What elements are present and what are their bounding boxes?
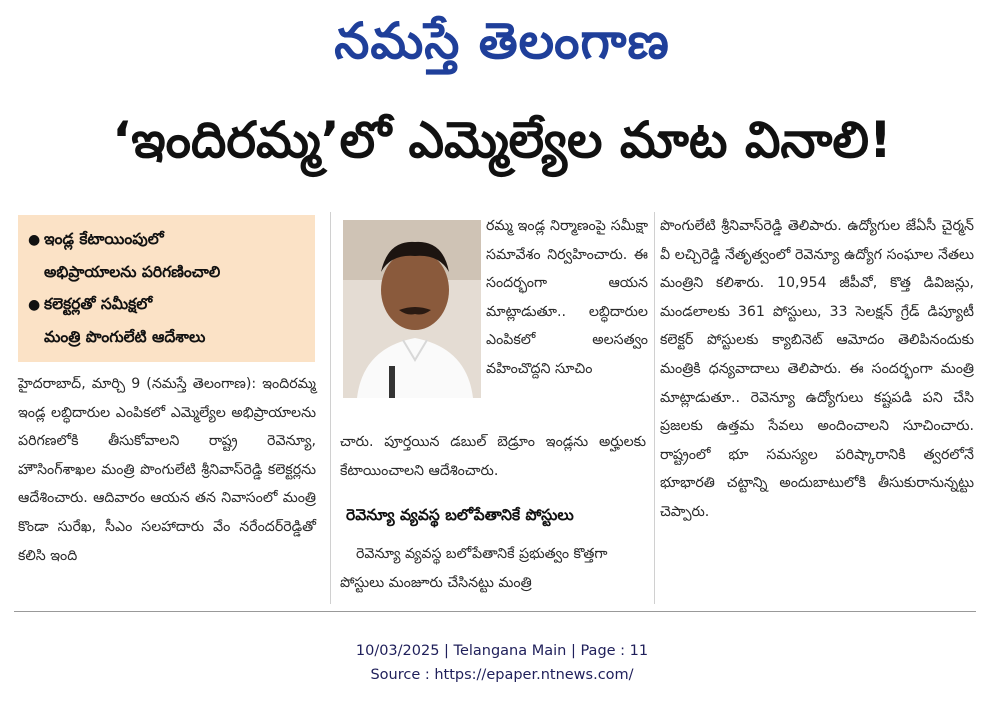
footer-date-line: 10/03/2025 | Telangana Main | Page : 11 [355,643,649,659]
minister-photo [343,220,481,398]
highlight-line: మంత్రి పొంగులేటి ఆదేశాలు [44,328,206,346]
article-column-1 [18,370,316,570]
bullet-icon: ● [28,297,41,313]
article-text: హైదరాబాద్, మార్చి 9 (నమస్తే తెలంగాణ): ఇందిరమ్మ ఇండ్ల లబ్ధిదారుల ఎంపికలో ఎమ్మెల్యేల అభిప్రాయాలను పరిగణలోకి తీసుకోవాలని రాష్ట్ర రెవెన్యూ, హౌసింగ్‌శాఖల మంత్రి పొంగులేటి శ్రీనివాస్‌రెడ్డి కలెక్టర్లను ఆదేశించారు. ఆదివారం ఆయన తన నివాసంలో మంత్రి కొండా సురేఖ, సీఎం సలహాదారు వేం నరేందర్‌రెడ్డితో కలిసి ఇంది [18,376,316,564]
article-text: రమ్మ ఇండ్ల నిర్మాణంపై సమీక్షా సమావేశం నిర్వహించారు. ఈ సందర్భంగా ఆయన మాట్లాడుతూ.. లబ్ధిదారుల ఎంపికలో అలసత్వం వహించొద్దని సూచిం [486,218,648,377]
highlight-item [28,288,309,353]
article-column-3 [660,212,974,527]
highlight-item [28,223,309,288]
highlight-line: ఇండ్ల కేటాయింపులో [44,230,164,248]
footer-divider [14,611,976,612]
highlight-line: కలెక్టర్లతో సమీక్షలో [44,295,153,313]
column-divider [654,212,655,604]
masthead-logo: నమస్తే తెలంగాణ [334,12,670,70]
subheading: రెవెన్యూ వ్యవస్థ బలోపేతానికే పోస్టులు [346,506,574,524]
article-text: పొంగులేటి శ్రీనివాస్‌రెడ్డి తెలిపారు. ఉద్యోగుల జేఏసీ చైర్మన్ వీ లచ్చిరెడ్డి నేతృత్వంలో రెవెన్యూ ఉద్యోగ సంఘాల నేతలు మంత్రిని కలిశారు. 10,954 జీపీవో, కొత్త డివిజన్లు, మండలాలకు 361 పోస్టులు, 33 సెలక్షన్ గ్రేడ్ డిప్యూటీ కలెక్టర్ పోస్టులకు క్యాబినెట్ ఆమోదం తెలిపినందుకు మంత్రికి ధన్యవాదాలు తెలిపారు. ఈ సందర్భంగా మంత్రి మాట్లాడుతూ.. రెవెన్యూ ఉద్యోగులు కష్టపడి పని చేసి ప్రజలకు ఉత్తమ సేవలు అందించాలని సూచించారు. రాష్ట్రంలో భూ సమస్యల పరిష్కారానికి త్వరలోనే భూభారతి చట్టాన్ని అందుబాటులోకి తీసుకురానున్నట్టు చెప్పారు. [660,218,974,520]
footer-source-line: Source : https://epaper.ntnews.com/ [370,667,634,683]
column-divider [330,212,331,604]
article-text: చారు. పూర్తయిన డబుల్ బెడ్రూం ఇండ్లను అర్హులకు కేటాయించాలని ఆదేశించారు. [340,434,646,479]
article-column-2b [340,428,646,485]
highlights-box [18,215,315,362]
article-column-2c [340,540,646,597]
headline: ‘ఇందిరమ్మ’లో ఎమ్మెల్యేల మాట వినాలి! [112,111,892,169]
bullet-icon: ● [28,232,41,248]
article-text: రెవెన్యూ వ్యవస్థ బలోపేతానికే ప్రభుత్వం కొత్తగా పోస్టులు మంజూరు చేసినట్టు మంత్రి [340,546,608,591]
highlight-line: అభిప్రాయాలను పరిగణించాలి [44,263,221,281]
article-column-2 [486,212,648,384]
